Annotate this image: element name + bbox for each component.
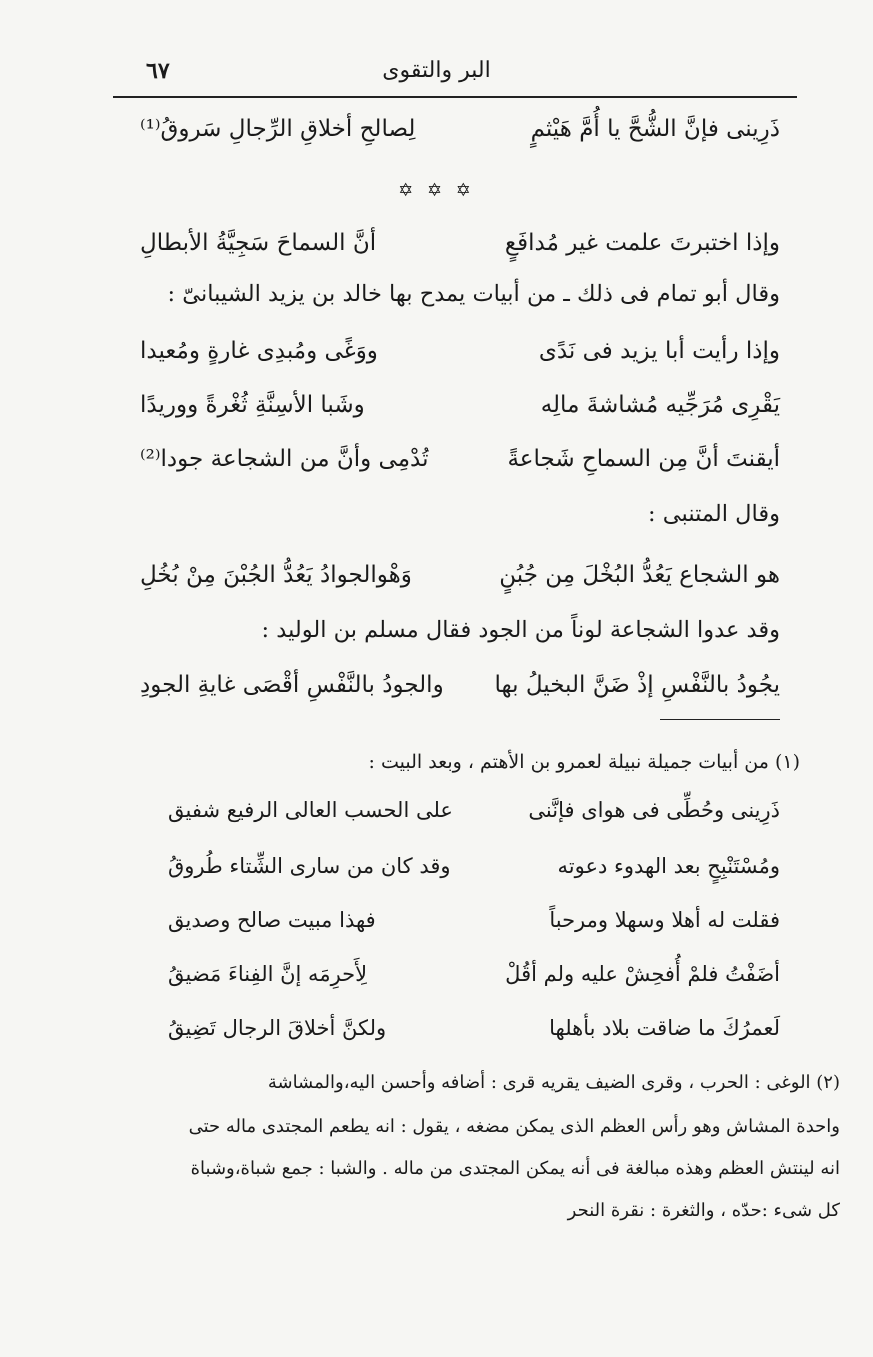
verse-second-hemistich: فهذا مبيت صالح وصديق (168, 908, 376, 932)
footnote-verse-line (168, 898, 780, 942)
verse-first-hemistich: ومُسْتَنْبِحٍ بعد الهدوء دعوته (557, 854, 780, 878)
prose-line: وقال المتنبى : (648, 501, 780, 527)
verse-second-hemistich: ولكنَّ أخلاقَ الرجال تَضِيقُ (168, 1016, 387, 1040)
verse-line (140, 552, 780, 598)
footnote-verse-line (168, 952, 780, 996)
footnote-1-intro: (١) من أبيات جميلة نبيلة لعمرو بن الأهتم ، وبعد البيت : (368, 751, 800, 773)
footnote-2-line: كل شىء :حدّه ، والثغرة : نقرة النحر (567, 1200, 840, 1221)
verse-first-hemistich: أيقنتَ أنَّ مِن السماحِ شَجاعةً (507, 446, 780, 472)
header-rule (113, 96, 797, 98)
verse-second-hemistich: وقد كان من سارى الشِّتاء طُروقُ (168, 854, 451, 878)
prose-line: وقال أبو تمام فى ذلك ـ من أبيات يمدح بها خالد بن يزيد الشيبانىّ : (167, 281, 780, 307)
verse-first-hemistich: فقلت له أهلا وسهلا ومرحباً (549, 908, 780, 932)
verse-first-hemistich: هو الشجاع يَعُدُّ البُخْلَ مِن جُبُنٍ (499, 562, 780, 588)
footnote-verse-line (168, 1006, 780, 1050)
verse-first-hemistich: لَعمرُكَ ما ضاقت بلاد بأهلها (549, 1016, 780, 1040)
footnote-2-line: (٢) الوغى : الحرب ، وقرى الضيف يقريه قرى : أضافه وأحسن اليه،والمشاشة (267, 1072, 840, 1093)
verse-second-hemistich: لِصالحِ أخلاقِ الرِّجالِ سَروقُ⁽¹⁾ (140, 116, 416, 142)
verse-second-hemistich: والجودُ بالنَّفْسِ أقْصَى غايةِ الجودِ (140, 672, 444, 698)
verse-line (140, 662, 780, 708)
running-header-title: البر والتقوى (382, 58, 491, 83)
footnote-verse-line (168, 844, 780, 888)
verse-line (140, 220, 780, 266)
verse-line (140, 382, 780, 428)
verse-second-hemistich: على الحسب العالى الرفيع شفيق (168, 798, 453, 822)
verse-first-hemistich: يَقْرِى مُرَجِّيه مُشاشةَ مالِه (540, 392, 780, 418)
page-number: ٦٧ (146, 58, 170, 84)
verse-first-hemistich: ذَرِينى فإنَّ الشُّحَّ يا أُمَّ هَيْثمٍ (530, 116, 780, 142)
verse-second-hemistich: أنَّ السماحَ سَجِيَّةُ الأبطالِ (140, 230, 377, 256)
footnote-2-line: واحدة المشاش وهو رأس العظم الذى يمكن مضغه ، يقول : انه يطعم المجتدى ماله حتى (188, 1116, 840, 1137)
section-ornament-icon: ✡ ✡ ✡ (398, 180, 475, 201)
verse-second-hemistich: ووَغًى ومُبدِى غارةٍ ومُعيدا (140, 338, 378, 364)
footnote-2-line: انه لينتش العظم وهذه مبالغة فى أنه يمكن المجتدى من ماله . والشبا : جمع شباة،وشباة (190, 1158, 840, 1179)
verse-first-hemistich: وإذا اختبرتَ علمت غير مُدافَعٍ (504, 230, 780, 256)
footnote-separator (660, 719, 780, 720)
verse-first-hemistich: يجُودُ بالنَّفْسِ إذْ ضَنَّ البخيلُ بها (494, 672, 780, 698)
verse-second-hemistich: تُدْمِى وأنَّ من الشجاعة جودا⁽²⁾ (140, 446, 429, 472)
verse-second-hemistich: وشَبا الأسِنَّةِ ثُغْرةً ووريدًا (140, 392, 365, 418)
verse-first-hemistich: وإذا رأيت أبا يزيد فى نَدًى (538, 338, 780, 364)
verse-second-hemistich: وَهْوالجوادُ يَعُدُّ الجُبْنَ مِنْ بُخُلِ (140, 562, 412, 588)
verse-line (140, 328, 780, 374)
verse-line (140, 436, 780, 482)
prose-line: وقد عدوا الشجاعة لوناً من الجود فقال مسلم بن الوليد : (261, 617, 780, 643)
verse-second-hemistich: لِأَحرِمَه إنَّ الفِناءَ مَضيقُ (168, 962, 368, 986)
verse-first-hemistich: ذَرِينى وحُطِّى فى هواى فإنَّنى (528, 798, 780, 822)
verse-first-hemistich: أضَفْتُ فلمْ أُفحِشْ عليه ولم أقُلْ (505, 962, 780, 986)
footnote-verse-line (168, 788, 780, 832)
verse-line (140, 106, 780, 152)
